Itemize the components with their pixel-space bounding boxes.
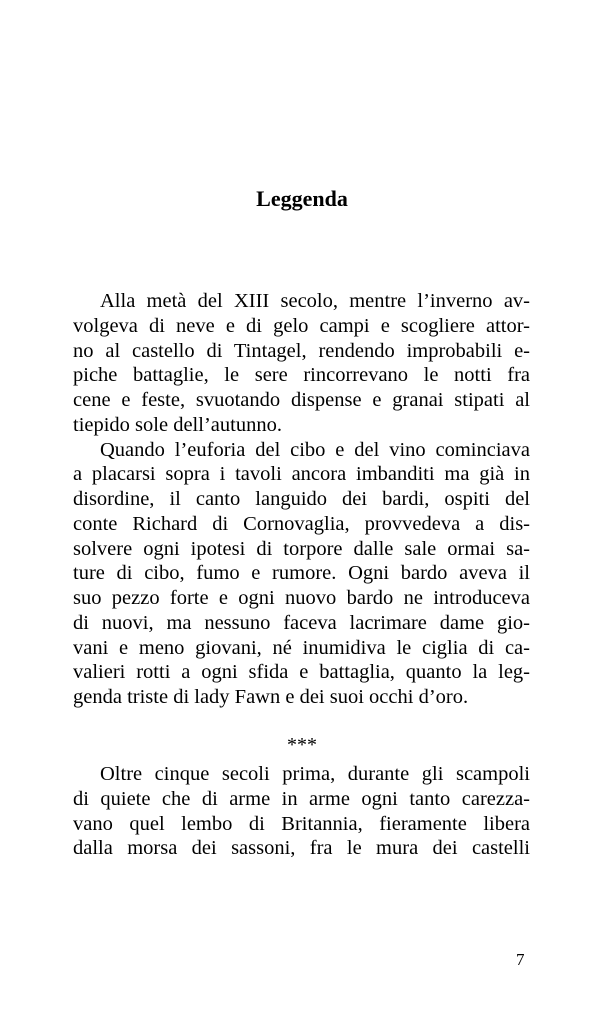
text-line: ture di cibo, fumo e rumore. Ogni bardo aveva il <box>73 562 530 585</box>
text-line: valieri rotti a ogni sfida e battaglia, quanto la leg- <box>73 661 530 684</box>
text-line: Alla metà del XIII secolo, mentre l’inverno av- <box>100 290 530 312</box>
text-line: genda triste di lady Fawn e dei suoi occhi d’oro. <box>73 686 469 708</box>
text-line: Oltre cinque secoli prima, durante gli scampoli <box>100 763 530 785</box>
text-line: cene e feste, svuotando dispense e granai stipati al <box>73 389 530 411</box>
text-line: vano quel lembo di Britannia, fieramente libera <box>73 812 530 835</box>
text-line: vani e meno giovani, né inumidiva le ciglia di ca- <box>73 636 530 659</box>
text-line: volgeva di neve e di gelo campi e scogliere attor- <box>73 314 530 337</box>
text-line: di nuovi, ma nessuno faceva lacrimare dame gio- <box>73 611 530 634</box>
text-line: suo pezzo forte e ogni nuovo bardo ne introduceva <box>73 587 530 609</box>
text-line: dalla morsa dei sassoni, fra le mura dei castelli <box>73 837 530 860</box>
text-line: solvere ogni ipotesi di torpore dalle sale ormai sa- <box>73 537 530 560</box>
text-line: tiepido sole dell’autunno. <box>73 413 282 436</box>
chapter-title: Leggenda <box>256 186 348 211</box>
text-line: Quando l’euforia del cibo e del vino cominciava <box>100 438 530 461</box>
body-text-section-1 <box>73 289 530 710</box>
text-line: a placarsi sopra i tavoli ancora imbanditi ma già in <box>73 463 530 486</box>
section-separator: *** <box>287 734 317 756</box>
text-line: disordine, il canto languido dei bardi, ospiti del <box>73 488 530 510</box>
text-line: conte Richard di Cornovaglia, provvedeva a dis- <box>73 512 530 535</box>
page-number: 7 <box>516 950 525 969</box>
text-line: di quiete che di arme in arme ogni tanto carezza- <box>73 787 530 810</box>
text-line: no al castello di Tintagel, rendendo improbabili e- <box>73 339 530 362</box>
text-line: piche battaglie, le sere rincorrevano le notti fra <box>73 364 530 387</box>
body-text-section-2 <box>73 762 530 861</box>
